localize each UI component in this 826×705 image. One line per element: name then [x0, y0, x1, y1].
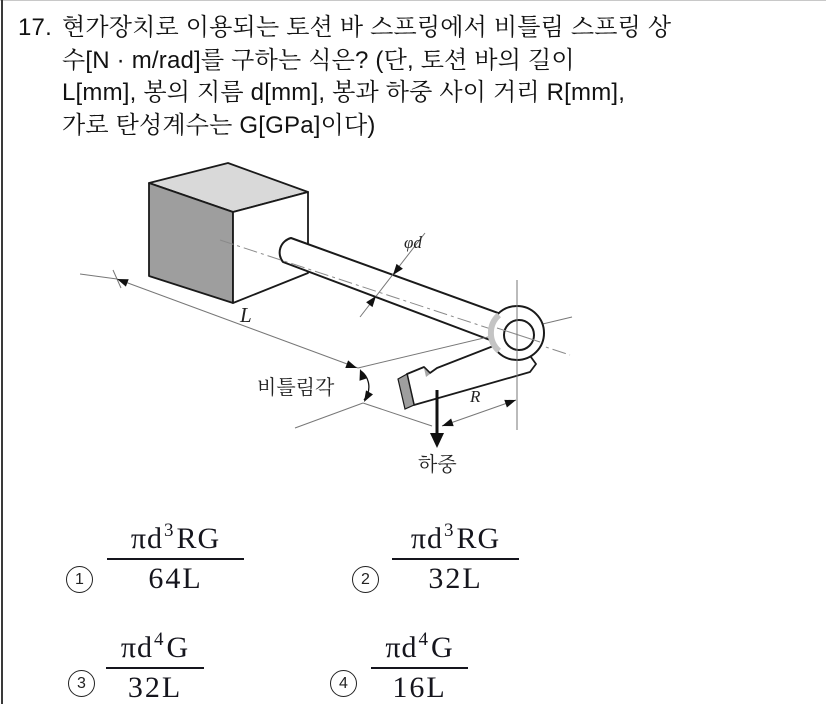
choice-1-numerator: πd — [130, 522, 163, 555]
radius-label: R — [470, 387, 481, 406]
choice-4-numerator: πd — [385, 631, 418, 664]
question-block — [18, 12, 813, 142]
choice-3-numerator-rest: G — [166, 631, 190, 664]
choice-1-denominator: 64L — [148, 562, 203, 595]
diameter-label: φd — [404, 233, 422, 252]
choice-1-exponent: 3 — [163, 520, 175, 541]
question-line — [18, 12, 813, 45]
choice-4-numerator-rest: G — [430, 631, 454, 664]
torsion-bar-diagram — [80, 150, 660, 490]
choice-2-numerator: πd — [410, 522, 443, 555]
torsion-bar — [280, 238, 512, 346]
choice-4-exponent: 4 — [418, 629, 429, 650]
question-text-line1: 현가장치로 이용되는 토션 바 스프링에서 비틀림 스프링 상 — [62, 14, 672, 41]
page-top-rule — [0, 0, 826, 1]
choice-2-number[interactable]: 2 — [352, 566, 379, 593]
twist-angle-label: 비틀림각 — [257, 377, 335, 399]
page-left-rule — [1, 0, 3, 704]
choice-3-number[interactable]: 3 — [68, 670, 95, 697]
choice-2-exponent: 3 — [443, 520, 455, 541]
load-label: 하중 — [418, 454, 457, 476]
choice-4-denominator: 16L — [392, 671, 447, 704]
question-text-line4: 가로 탄성계수는 G[GPa]이다) — [62, 111, 376, 139]
choice-3-denominator: 32L — [127, 671, 183, 704]
choice-3-formula — [106, 629, 204, 705]
length-label: L — [240, 303, 252, 327]
question-number: 17. — [18, 14, 52, 41]
twist-angle-arc — [360, 369, 374, 402]
choice-2-denominator: 32L — [428, 562, 483, 595]
choice-2-formula — [392, 520, 519, 596]
choice-4-formula — [371, 629, 468, 705]
anchor-block — [149, 163, 308, 303]
choice-4-number[interactable]: 4 — [330, 670, 357, 697]
question-text-line2: 수[N · m/rad]를 구하는 식은? (단, 토션 바의 길이 — [62, 46, 575, 74]
choice-3-numerator: πd — [120, 631, 153, 664]
choice-2-numerator-rest: RG — [456, 522, 501, 555]
choice-1-numerator-rest: RG — [176, 522, 221, 555]
choice-3-exponent: 4 — [153, 629, 165, 650]
question-text-line3: L[mm], 봉의 지름 d[mm], 봉과 하중 사이 거리 R[mm], — [62, 79, 626, 106]
choice-1-formula — [107, 520, 244, 596]
choice-1-number[interactable]: 1 — [66, 566, 93, 593]
